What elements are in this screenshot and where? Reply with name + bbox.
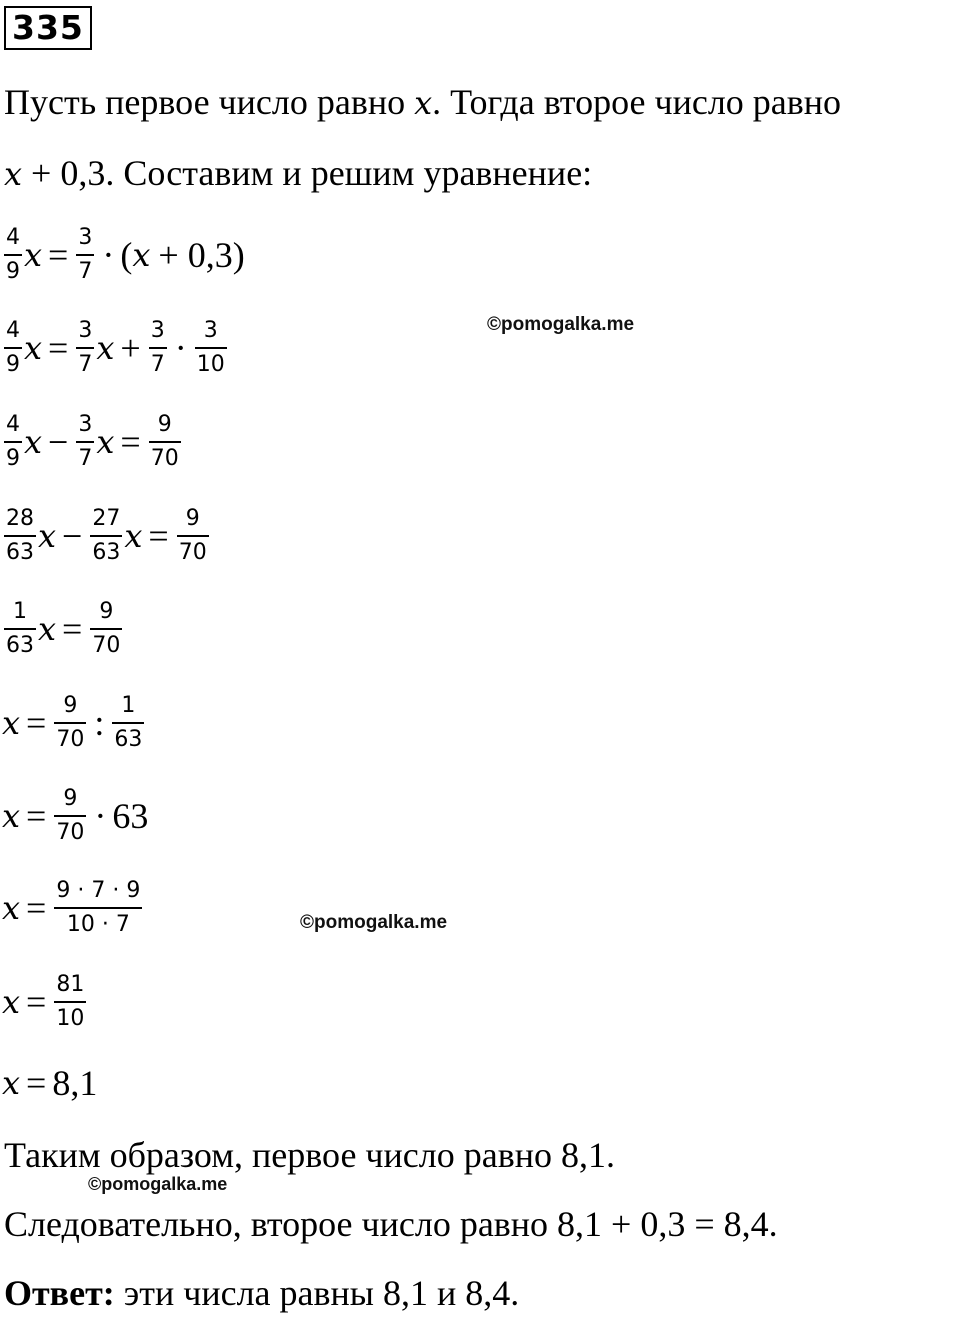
equation-step-8 (2, 868, 144, 948)
expression-rest: + 0,3 (158, 235, 233, 275)
task-number: 335 (4, 6, 92, 50)
variable-x: x (2, 1064, 21, 1102)
fraction: $\frac{9}{70}$ (150, 412, 179, 471)
fraction: $\frac{9 \cdot 7 \cdot 9}{10 \cdot 7}$ (56, 878, 141, 937)
paren-open: ( (120, 235, 133, 275)
equals-sign: = (26, 703, 47, 743)
fraction: $\frac{9}{70}$ (56, 786, 85, 845)
answer-line (4, 1275, 519, 1311)
equation-step-5 (2, 589, 124, 669)
fraction: $\frac{9}{70}$ (178, 506, 207, 565)
variable-x: x (24, 329, 43, 367)
variable-x: x (2, 704, 21, 742)
intro-text-1: Пусть первое число равно (4, 82, 406, 122)
equals-sign: = (148, 516, 169, 556)
equals-sign: = (120, 422, 141, 462)
equation-step-3 (2, 402, 183, 482)
multiply-sign: · (102, 235, 115, 275)
equals-sign: = (26, 796, 47, 836)
watermark: ©pomogalka.me (88, 1174, 228, 1194)
fraction: $\frac{9}{70}$ (92, 599, 121, 658)
watermark: ©pomogalka.me (300, 912, 448, 933)
result-value: 8,1 (52, 1063, 98, 1103)
equation-step-6 (2, 683, 146, 763)
fraction: $\frac{4}{9}$ (6, 225, 20, 284)
minus-sign: − (48, 422, 69, 462)
variable-x: x (24, 236, 43, 274)
equals-sign: = (62, 609, 83, 649)
paren-close: ) (232, 235, 245, 275)
variable-x: x (132, 236, 151, 274)
fraction: $\frac{28}{63}$ (6, 506, 34, 565)
variable-x: x (2, 983, 21, 1021)
equals-sign: = (26, 888, 47, 928)
fraction: $\frac{3}{10}$ (196, 318, 225, 377)
equation-step-4 (2, 496, 211, 576)
equals-sign: = (26, 1063, 47, 1103)
conclusion-line-1: Таким образом, первое число равно 8,1. (4, 1135, 615, 1175)
fraction: $\frac{3}{7}$ (78, 318, 93, 377)
fraction: $\frac{1}{63}$ (114, 693, 143, 752)
equation-step-1 (2, 215, 245, 295)
intro-line-1 (4, 84, 841, 120)
plus-sign: + (120, 328, 141, 368)
equation-step-10 (2, 1043, 97, 1123)
equation-step-7 (2, 776, 148, 856)
divide-sign: : (94, 703, 105, 743)
variable-x: x (124, 517, 143, 555)
intro-line-2 (4, 155, 592, 191)
equals-sign: = (48, 235, 69, 275)
fraction: $\frac{27}{63}$ (92, 506, 121, 565)
equals-sign: = (48, 328, 69, 368)
variable-x: x (2, 889, 21, 927)
fraction: $\frac{81}{10}$ (56, 972, 85, 1031)
variable-x: x (96, 423, 115, 461)
fraction: $\frac{3}{7}$ (78, 225, 93, 284)
multiplier: 63 (112, 796, 149, 836)
intro-var-2: x (4, 155, 23, 193)
equation-step-2 (2, 308, 229, 388)
variable-x: x (38, 610, 57, 648)
minus-sign: − (62, 516, 83, 556)
fraction: $\frac{9}{70}$ (56, 693, 85, 752)
variable-x: x (38, 517, 57, 555)
fraction: $\frac{3}{7}$ (150, 318, 165, 377)
conclusion-line-2: Следовательно, второе число равно 8,1 + 0,3 = 8,4. (4, 1204, 778, 1244)
variable-x: x (96, 329, 115, 367)
answer-label: Ответ: (4, 1273, 115, 1313)
fraction: $\frac{4}{9}$ (6, 318, 20, 377)
fraction: $\frac{3}{7}$ (78, 412, 93, 471)
intro-var: x (414, 84, 433, 122)
variable-x: x (24, 423, 43, 461)
multiply-sign: · (94, 796, 107, 836)
variable-x: x (2, 797, 21, 835)
equals-sign: = (26, 982, 47, 1022)
fraction: $\frac{1}{63}$ (6, 599, 34, 658)
fraction: $\frac{4}{9}$ (6, 412, 20, 471)
multiply-sign: · (174, 328, 187, 368)
intro-text-1-end: . Тогда второе число равно (432, 82, 842, 122)
equation-step-9 (2, 962, 88, 1042)
watermark: ©pomogalka.me (487, 314, 635, 335)
intro-text-2: + 0,3. Составим и решим уравнение: (31, 153, 593, 193)
answer-text: эти числа равны 8,1 и 8,4. (123, 1273, 520, 1313)
